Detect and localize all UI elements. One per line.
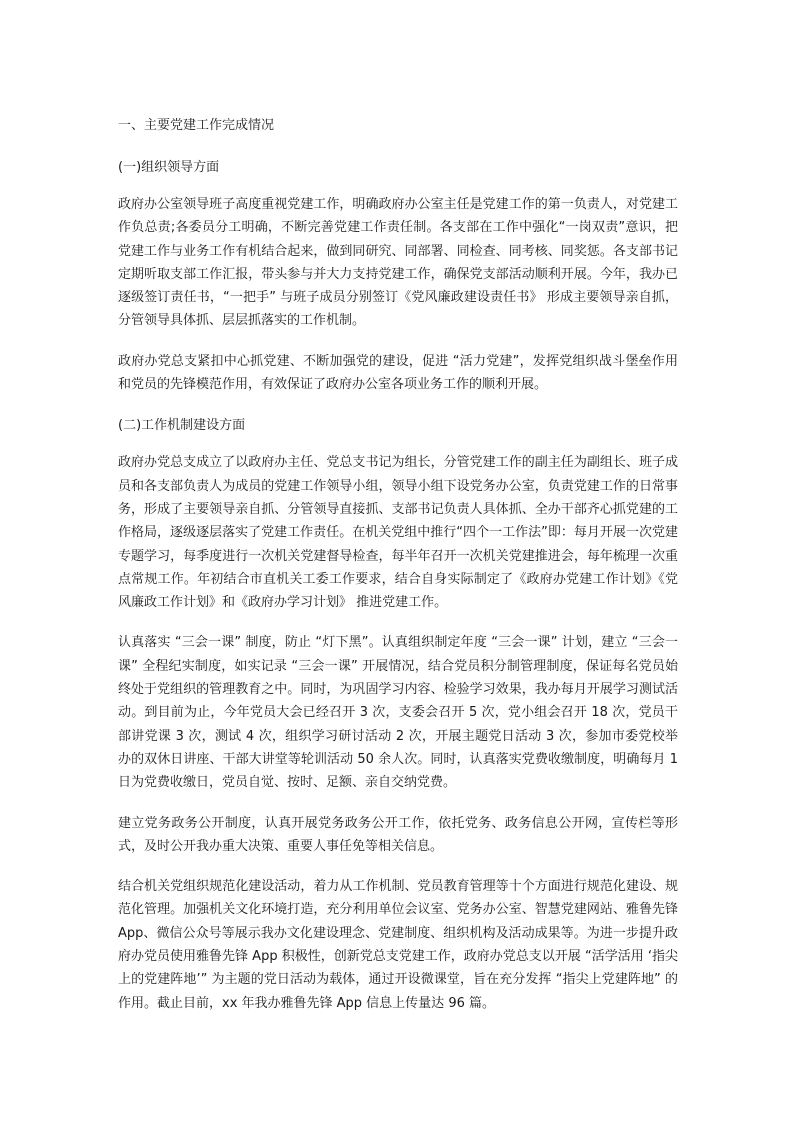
paragraph-three-meetings: 认真落实 “三会一课” 制度，防止 “灯下黑”。认真组织制定年度 “三会一课” 计划，建立 “三会一课” 全程纪实制度，如实记录 “三会一课” 开展情况，结合党员积分制管理制度，保证每名党员始终处于党组织的管理教育之中。同时，为巩固学习内容、检验学习效果，我办每月开展学习测试活动。到目前为止，今年党员大会已经召开 3 次，支委会召开 5 次，党小组会召开 18 次，党员干部讲党课 3 次，测试 4 次，组织学习研讨活动 2 次，开展主题党日活动 3 次，参加市委党校举办的双休日讲座、干部大讲堂等轮训活动 50 余人次。同时，认真落实党费收缴制度，明确每月 1 日为党费收缴日，党员自觉、按时、足额、亲自交纳党费。 xyxy=(118,635,678,791)
subsection-title-organization: (一)组织领导方面 xyxy=(118,160,220,175)
paragraph-disclosure: 建立党务政务公开制度，认真开展党务政务公开工作，依托党务、政务信息公开网，宣传栏等形式，及时公开我办重大决策、重要人事任免等相关信息。 xyxy=(118,815,678,854)
document-body xyxy=(118,113,678,1032)
paragraph-standardization: 结合机关党组织规范化建设活动，着力从工作机制、党员教育管理等十个方面进行规范化建设、规范化管理。加强机关文化环境打造，充分利用单位会议室、党务办公室、智慧党建网站、雅鲁先锋 App、微信公众号等展示我办文化建设理念、党建制度、组织机构及活动成果等。为进一步提升政府办党员使用雅鲁先锋 App 积极性，创新党总支党建工作，政府办党总支以开展 “活学活用 ‘指尖上的党建阵地’” 为主题的党日活动为载体，通过开设微课堂，旨在充分发挥 “指尖上党建阵地” 的作用。截止目前，xx 年我办雅鲁先锋 App 信息上传量达 96 篇。 xyxy=(118,879,678,1011)
subsection-title-mechanism: (二)工作机制建设方面 xyxy=(118,418,246,434)
paragraph-active-party-building: 政府办党总支紧扣中心抓党建、不断加强党的建设，促进 “活力党建”，发挥党组织战斗堡垒作用和党员的先锋模范作用，有效保证了政府办公室各项业务工作的顺利开展。 xyxy=(118,353,678,393)
paragraph-leadership: 政府办公室领导班子高度重视党建工作，明确政府办公室主任是党建工作的第一负责人，对党建工作负总责;各委员分工明确，不断完善党建工作责任制。各支部在工作中强化“一岗双责”意识，把党建工作与业务工作有机结合起来，做到同研究、同部署、同检查、同考核、同奖惩。各支部书记定期听取支部工作汇报，带头参与并大力支持党建工作，确保党支部活动顺利开展。今年，我办已逐级签订责任书，“一把手” 与班子成员分别签订《党风廉政建设责任书》 形成主要领导亲自抓，分管领导具体抓、层层抓落实的工作机制。 xyxy=(118,197,678,329)
paragraph-leading-group: 政府办党总支成立了以政府办主任、党总支书记为组长，分管党建工作的副主任为副组长、班子成员和各支部负责人为成员的党建工作领导小组，领导小组下设党务办公室，负责党建工作的日常事务，形成了主要领导亲自抓、分管领导直接抓、支部书记负责人具体抓、全办干部齐心抓党建的工作格局，逐级逐层落实了党建工作责任。在机关党组中推行“四个一工作法”即：每月开展一次党建专题学习，每季度进行一次机关党建督导检查，每半年召开一次机关党建推进会，每年梳理一次重点常规工作。年初结合市直机关工委工作要求，结合自身实际制定了《政府办党建工作计划》《党风廉政工作计划》和《政府办学习计划》 推进党建工作。 xyxy=(118,455,678,611)
section-title: 一、主要党建工作完成情况 xyxy=(118,118,275,133)
